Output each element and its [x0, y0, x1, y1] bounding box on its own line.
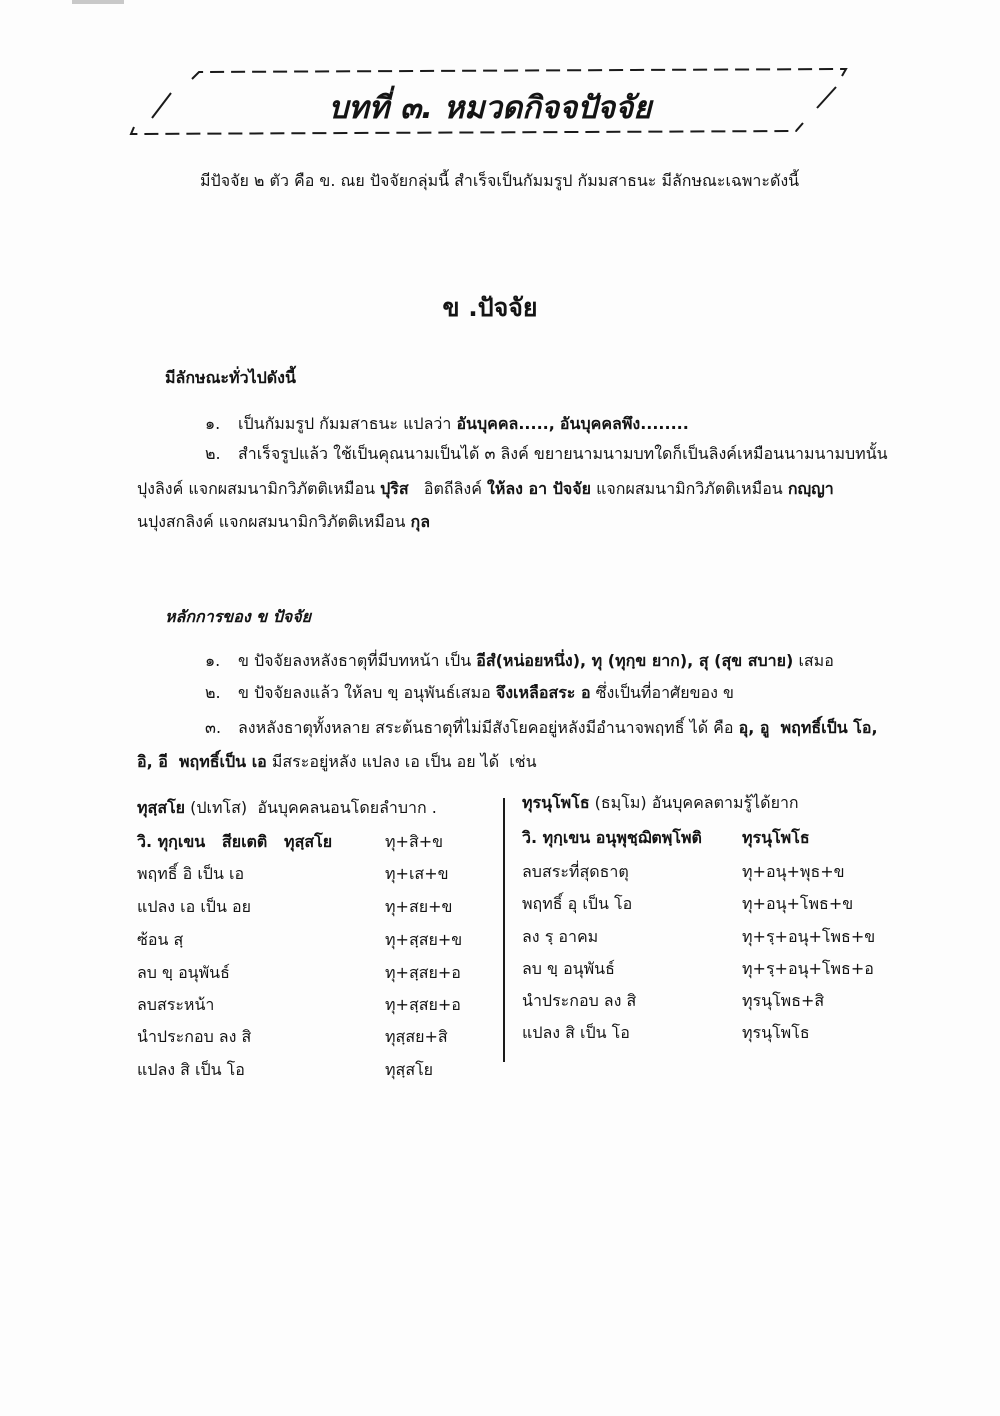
general-item2-number: ๒.: [205, 444, 221, 463]
principles-item2-tail: ซึ่งเป็นที่อาศัยของ ข: [595, 683, 734, 702]
example-right-step-label: ลบสระที่สุดธาตุ: [522, 862, 629, 881]
example-left-step-label: ลบสระหน้า: [137, 995, 215, 1014]
example-right-step-label: ลง รฺ อาคม: [522, 927, 599, 946]
example-left-step-form: ทุ+สฺสย+อ: [385, 963, 461, 982]
example-left-step-label: ลบ ขฺ อนุพันธ์: [137, 963, 230, 982]
general-item2-line2-a: ปุงลิงค์ แจกผสมนามิกวิภัตติเหมือน: [137, 479, 376, 498]
example-left-step-label: แปลง สิ เป็น โอ: [137, 1060, 245, 1079]
example-right-title: [522, 791, 799, 815]
title-frame: [0, 0, 1000, 160]
general-item1-bold2: อันบุคคลพึง........: [559, 414, 689, 433]
example-left-step-form: ทุ+สย+ข: [385, 897, 453, 916]
principles-item1-number: ๑.: [205, 651, 221, 670]
example-right-step-label: แปลง สิ เป็น โอ: [522, 1023, 630, 1042]
column-divider: [503, 798, 505, 1062]
example-right-gloss: (ธมฺโม) อันบุคคลตามรู้ได้ยาก: [594, 793, 799, 812]
principles-heading: หลักการของ ข ปัจจัย: [165, 607, 312, 626]
general-item2-line3-a: นปุงสกลิงค์ แจกผสมนามิกวิภัตติเหมือน: [137, 512, 406, 531]
general-item1-text: [238, 412, 689, 436]
principles-item3-bold1: อุ, อู พฤทธิ์เป็น โอ,: [738, 718, 878, 737]
principles-item2-text: [238, 681, 734, 705]
example-left-step-form: ทุสฺสย+สิ: [385, 1027, 448, 1046]
title-frame-top-line: [192, 69, 846, 79]
principles-item3-number: ๓.: [205, 718, 222, 737]
general-item1-plain: เป็นกัมมรูป กัมมสาธนะ แปลว่า: [238, 414, 452, 433]
principles-item1-tail: เสมอ: [798, 651, 834, 670]
general-item2-line2-f: กญฺญา: [787, 479, 834, 498]
example-left-gloss: (ปเทโส) อันบุคคลนอนโดยลำบาก .: [190, 798, 437, 817]
general-item1-bold1: อันบุคคล.....,: [456, 414, 555, 433]
general-item2-line3: [137, 510, 430, 534]
principles-item1-plain: ข ปัจจัยลงหลังธาตุที่มีบทหน้า เป็น: [238, 651, 472, 670]
example-left-step-label: ซ้อน สฺ: [137, 930, 184, 949]
principles-item3-line2: [137, 750, 537, 774]
example-left-step-label: นำประกอบ ลง สิ: [137, 1027, 252, 1046]
principles-item3-line1: [238, 716, 878, 740]
example-right-step-label: พฤทธิ์ อุ เป็น โอ: [522, 894, 633, 913]
example-right-step-form: ทุ+รฺ+อนุ+โพธ+ข: [742, 927, 876, 946]
example-left-title: [137, 796, 437, 820]
example-left-word: ทุสฺสโย: [137, 798, 186, 817]
principles-item2-bold: จึงเหลือสระ อ: [495, 683, 591, 702]
general-item1-number: ๑.: [205, 414, 221, 433]
chapter-title: บทที่ ๓. หมวดกิจจปัจจัย: [328, 90, 652, 126]
example-right-step-form: ทุ+รฺ+อนุ+โพธ+อ: [742, 959, 874, 978]
general-item2-line2-d: ให้ลง อา ปัจจัย: [487, 479, 591, 498]
principles-item1-bold: อีสํ(หน่อยหนึ่ง), ทุ (ทุกฺข ยาก), สุ (สุข สบาย): [476, 651, 794, 670]
intro-text: มีปัจจัย ๒ ตัว คือ ข. ณย ปัจจัยกลุ่มนี้ สำเร็จเป็นกัมมรูป กัมมสาธนะ มีลักษณะเฉพาะดังนี้: [200, 171, 800, 190]
example-right-step-form: ทุรนุโพโธ: [742, 1023, 810, 1042]
example-right-step-form: ทุ+อนุ+พุธ+ข: [742, 862, 845, 881]
general-item2-line3-b: กุล: [410, 512, 430, 531]
example-right-step-form: ทุ+อนุ+โพธ+ข: [742, 894, 854, 913]
principles-item1-text: [238, 649, 834, 673]
example-right-step-label: ลบ ขฺ อนุพันธ์: [522, 959, 615, 978]
example-right-step-label: นำประกอบ ลง สิ: [522, 991, 637, 1010]
example-left-vigraha: วิ. ทุกฺเขน สียเตติ ทุสฺสโย: [137, 832, 333, 851]
example-right-word: ทุรนุโพโธ: [522, 793, 590, 812]
general-item2-line2-e: แจกผสมนามิกวิภัตติเหมือน: [596, 479, 783, 498]
example-left-step-form: ทุ+สฺสย+อ: [385, 995, 461, 1014]
principles-item3-plain: ลงหลังธาตุทั้งหลาย สระต้นธาตุที่ไม่มีสังโยคอยู่หลังมีอำนาจพฤทธิ์ ได้ คือ: [238, 718, 734, 737]
example-left-vigraha-form: ทุ+สิ+ข: [385, 832, 444, 851]
general-item2-line2-b: ปุริส: [380, 479, 409, 498]
section-heading: ข .ปัจจัย: [442, 293, 538, 322]
general-item2-line1: สำเร็จรูปแล้ว ใช้เป็นคุณนามเป็นได้ ๓ ลิงค์ ขยายนามนามบทใดก็เป็นลิงค์เหมือนนามนามบทนั้น: [238, 444, 888, 463]
principles-item3-tail: มีสระอยู่หลัง แปลง เอ เป็น อย ได้ เช่น: [271, 752, 537, 771]
general-heading: มีลักษณะทั่วไปดังนี้: [165, 368, 296, 387]
general-item2-line2: [137, 477, 834, 501]
general-item2-line2-c: อิตถีลิงค์: [413, 479, 482, 498]
example-left-step-label: พฤทธิ์ อิ เป็น เอ: [137, 864, 245, 883]
example-left-step-form: ทุ+เส+ข: [385, 864, 449, 883]
example-right-vigraha: วิ. ทุกฺเขน อนุพุชฺฌิตพฺโพติ: [522, 828, 702, 847]
example-right-vigraha-form: ทุรนุโพโธ: [742, 828, 810, 847]
principles-item3-bold2: อิ, อี พฤทธิ์เป็น เอ: [137, 752, 267, 771]
principles-item2-plain: ข ปัจจัยลงแล้ว ให้ลบ ขฺ อนุพันธ์เสมอ: [238, 683, 491, 702]
example-left-step-form: ทุ+สฺสย+ข: [385, 930, 463, 949]
example-right-step-form: ทุรนุโพธ+สิ: [742, 991, 825, 1010]
principles-item2-number: ๒.: [205, 683, 221, 702]
example-left-step-label: แปลง เอ เป็น อย: [137, 897, 251, 916]
example-left-step-form: ทุสฺสโย: [385, 1060, 434, 1079]
